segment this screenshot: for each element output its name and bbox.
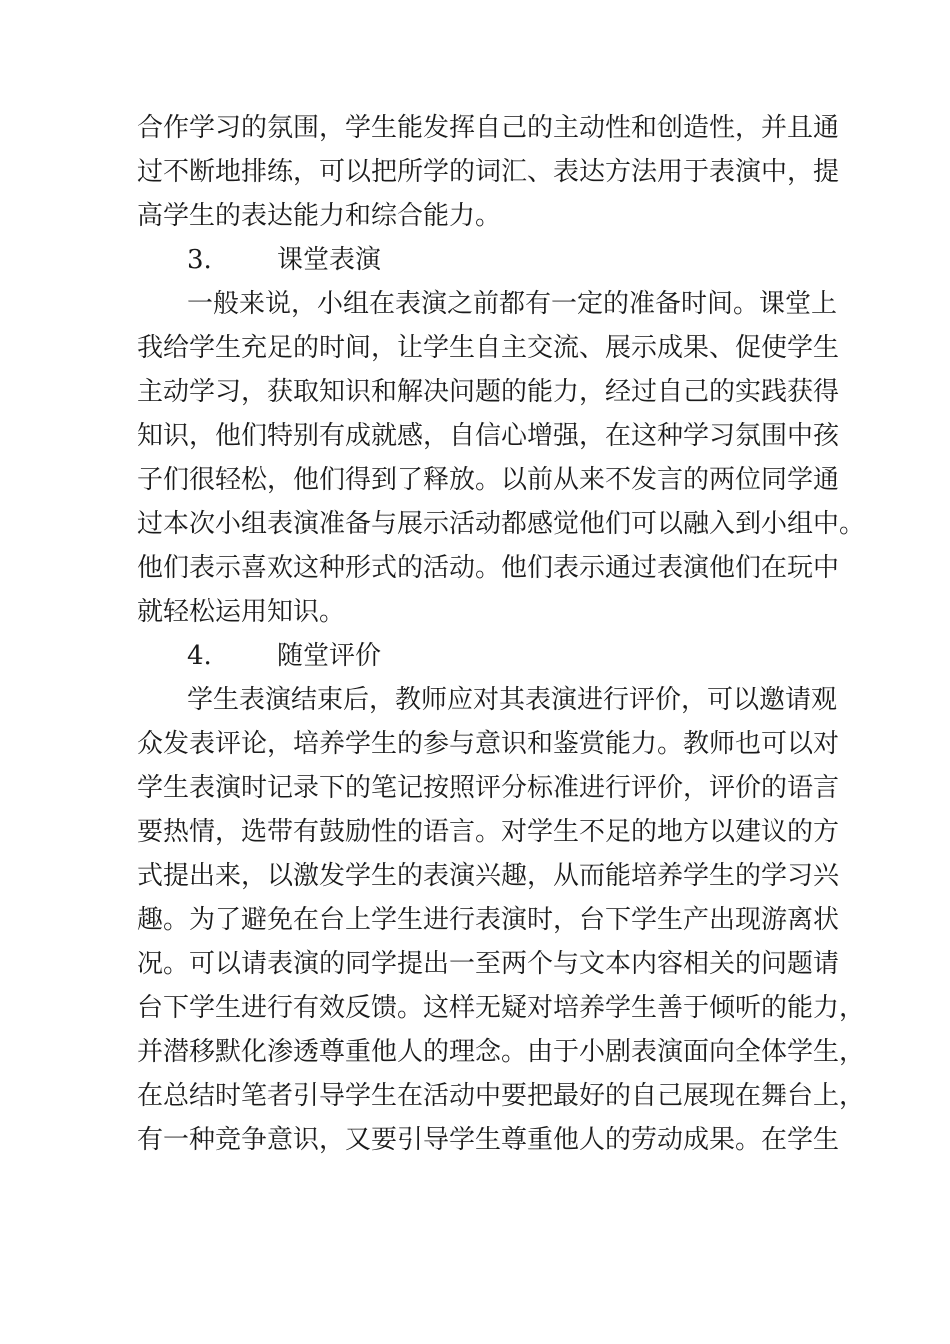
- section-title: 随堂评价: [277, 641, 382, 671]
- body-text-line: 知识，他们特别有成就感，自信心增强，在这种学习氛围中孩: [137, 421, 840, 451]
- body-text-line: 要热情，选带有鼓励性的语言。对学生不足的地方以建议的方: [137, 817, 840, 847]
- body-text-line: 我给学生充足的时间，让学生自主交流、展示成果、促使学生: [137, 333, 840, 363]
- section-heading-4: [187, 639, 381, 673]
- paragraph-first-line: 一般来说，小组在表演之前都有一定的准备时间。课堂上: [187, 289, 838, 319]
- body-text-line: 况。可以请表演的同学提出一至两个与文本内容相关的问题请: [137, 949, 840, 979]
- body-text-line: 他们表示喜欢这种形式的活动。他们表示通过表演他们在玩中: [137, 553, 840, 583]
- body-text-line: 主动学习，获取知识和解决问题的能力，经过自己的实践获得: [137, 377, 840, 407]
- body-text-line: 在总结时笔者引导学生在活动中要把最好的自己展现在舞台上，: [137, 1081, 866, 1111]
- body-text-line: 就轻松运用知识。: [137, 597, 346, 627]
- section-number: 3.: [187, 245, 212, 275]
- body-text-line: 有一种竞争意识，又要引导学生尊重他人的劳动成果。在学生: [137, 1125, 840, 1155]
- section-title: 课堂表演: [277, 245, 382, 275]
- body-text-line: 趣。为了避免在台上学生进行表演时，台下学生产出现游离状: [137, 905, 840, 935]
- body-text-line: 过本次小组表演准备与展示活动都感觉他们可以融入到小组中。: [137, 509, 866, 539]
- body-text-line: 高学生的表达能力和综合能力。: [137, 201, 502, 231]
- body-text-line: 众发表评论，培养学生的参与意识和鉴赏能力。教师也可以对: [137, 729, 840, 759]
- body-text-line: 合作学习的氛围，学生能发挥自己的主动性和创造性，并且通: [137, 113, 840, 143]
- section-number: 4.: [187, 641, 212, 671]
- body-text-line: 式提出来，以激发学生的表演兴趣，从而能培养学生的学习兴: [137, 861, 840, 891]
- section-heading-3: [187, 243, 381, 277]
- body-text-line: 学生表演时记录下的笔记按照评分标准进行评价，评价的语言: [137, 773, 840, 803]
- body-text-line: 子们很轻松，他们得到了释放。以前从来不发言的两位同学通: [137, 465, 840, 495]
- body-text-line: 并潜移默化渗透尊重他人的理念。由于小剧表演面向全体学生，: [137, 1037, 866, 1067]
- body-text-line: 台下学生进行有效反馈。这样无疑对培养学生善于倾听的能力，: [137, 993, 866, 1023]
- paragraph-first-line: 学生表演结束后，教师应对其表演进行评价，可以邀请观: [187, 685, 838, 715]
- body-text-line: 过不断地排练，可以把所学的词汇、表达方法用于表演中，提: [137, 157, 840, 187]
